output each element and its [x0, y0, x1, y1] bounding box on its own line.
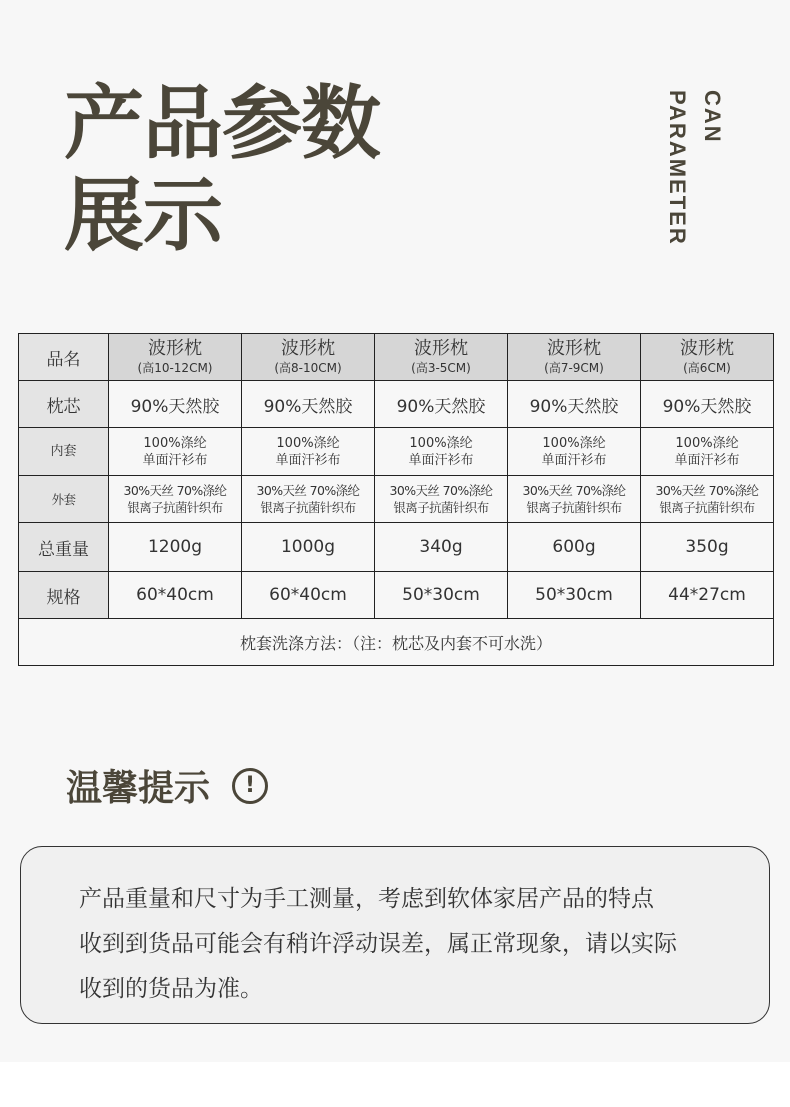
- product-cell: [109, 334, 242, 381]
- inner-line-1: 100%涤纶: [675, 435, 739, 451]
- core-cell: 90%天然胶: [508, 381, 641, 428]
- outer-cell: [508, 476, 641, 523]
- product-name: 波形枕: [148, 338, 202, 359]
- inner-line-2: 单面汗衫布: [142, 452, 208, 468]
- outer-line-2: 银离子抗菌针织布: [526, 500, 622, 515]
- product-cell: [508, 334, 641, 381]
- row-label-size: 规格: [19, 572, 109, 619]
- product-name: 波形枕: [414, 338, 468, 359]
- outer-cell: [242, 476, 375, 523]
- size-cell: 60*40cm: [109, 572, 242, 619]
- product-name: 波形枕: [680, 338, 734, 359]
- inner-cell: [242, 428, 375, 476]
- row-label-weight: 总重量: [19, 523, 109, 572]
- inner-line-2: 单面汗衫布: [408, 452, 474, 468]
- wash-note: 枕套洗涤方法：（注：枕芯及内套不可水洗）: [19, 619, 774, 666]
- product-height: (高8-10CM): [274, 361, 342, 375]
- product-cell: [375, 334, 508, 381]
- table-row-size: [19, 572, 774, 619]
- row-label-name: 品名: [19, 334, 109, 381]
- table-row-wash: [19, 619, 774, 666]
- weight-cell: 1000g: [242, 523, 375, 572]
- outer-cell: [641, 476, 774, 523]
- outer-line-1: 30%天丝 70%涤纶: [123, 483, 227, 498]
- inner-line-1: 100%涤纶: [542, 435, 606, 451]
- outer-line-1: 30%天丝 70%涤纶: [389, 483, 493, 498]
- bottom-band: [0, 1062, 790, 1107]
- product-cell: [242, 334, 375, 381]
- product-height: (高3-5CM): [411, 361, 471, 375]
- outer-line-2: 银离子抗菌针织布: [127, 500, 223, 515]
- outer-cell: [375, 476, 508, 523]
- inner-line-1: 100%涤纶: [276, 435, 340, 451]
- inner-line-2: 单面汗衫布: [275, 452, 341, 468]
- core-cell: 90%天然胶: [109, 381, 242, 428]
- weight-cell: 1200g: [109, 523, 242, 572]
- weight-cell: 340g: [375, 523, 508, 572]
- table-row-name: [19, 334, 774, 381]
- tips-box: [20, 846, 770, 1024]
- tips-line-2: 收到到货品可能会有稍许浮动误差，属正常现象，请以实际: [79, 931, 677, 957]
- tips-line-3: 收到的货品为准。: [79, 976, 263, 1002]
- table-row-weight: [19, 523, 774, 572]
- vertical-label-parameter: PARAMETER: [665, 90, 690, 246]
- tips-heading: [66, 760, 268, 811]
- core-cell: 90%天然胶: [641, 381, 774, 428]
- outer-line-1: 30%天丝 70%涤纶: [522, 483, 626, 498]
- exclamation-circle-icon: !: [232, 768, 268, 804]
- outer-line-1: 30%天丝 70%涤纶: [256, 483, 360, 498]
- size-cell: 44*27cm: [641, 572, 774, 619]
- product-height: (高7-9CM): [544, 361, 604, 375]
- table-row-inner: [19, 428, 774, 476]
- page-title-line-2: 展示: [64, 169, 222, 262]
- inner-line-1: 100%涤纶: [409, 435, 473, 451]
- inner-cell: [109, 428, 242, 476]
- spec-table: [18, 333, 774, 666]
- inner-line-1: 100%涤纶: [143, 435, 207, 451]
- table-row-outer: [19, 476, 774, 523]
- inner-cell: [508, 428, 641, 476]
- table-row-core: [19, 381, 774, 428]
- outer-line-1: 30%天丝 70%涤纶: [655, 483, 759, 498]
- weight-cell: 600g: [508, 523, 641, 572]
- row-label-outer: 外套: [19, 476, 109, 523]
- outer-line-2: 银离子抗菌针织布: [260, 500, 356, 515]
- core-cell: 90%天然胶: [242, 381, 375, 428]
- product-height: (高6CM): [683, 361, 731, 375]
- core-cell: 90%天然胶: [375, 381, 508, 428]
- tips-title: 温馨提示: [66, 768, 211, 809]
- inner-line-2: 单面汗衫布: [541, 452, 607, 468]
- row-label-core: 枕芯: [19, 381, 109, 428]
- tips-line-1: 产品重量和尺寸为手工测量，考虑到软体家居产品的特点: [79, 886, 654, 912]
- weight-cell: 350g: [641, 523, 774, 572]
- inner-line-2: 单面汗衫布: [674, 452, 740, 468]
- page-title-line-1: 产品参数: [64, 77, 380, 170]
- product-height: (高10-12CM): [137, 361, 213, 375]
- inner-cell: [375, 428, 508, 476]
- row-label-inner: 内套: [19, 428, 109, 476]
- outer-cell: [109, 476, 242, 523]
- product-name: 波形枕: [547, 338, 601, 359]
- product-name: 波形枕: [281, 338, 335, 359]
- vertical-label-can: CAN: [700, 90, 725, 144]
- size-cell: 50*30cm: [508, 572, 641, 619]
- page-title: [64, 78, 380, 262]
- outer-line-2: 银离子抗菌针织布: [393, 500, 489, 515]
- outer-line-2: 银离子抗菌针织布: [659, 500, 755, 515]
- product-cell: [641, 334, 774, 381]
- size-cell: 60*40cm: [242, 572, 375, 619]
- size-cell: 50*30cm: [375, 572, 508, 619]
- inner-cell: [641, 428, 774, 476]
